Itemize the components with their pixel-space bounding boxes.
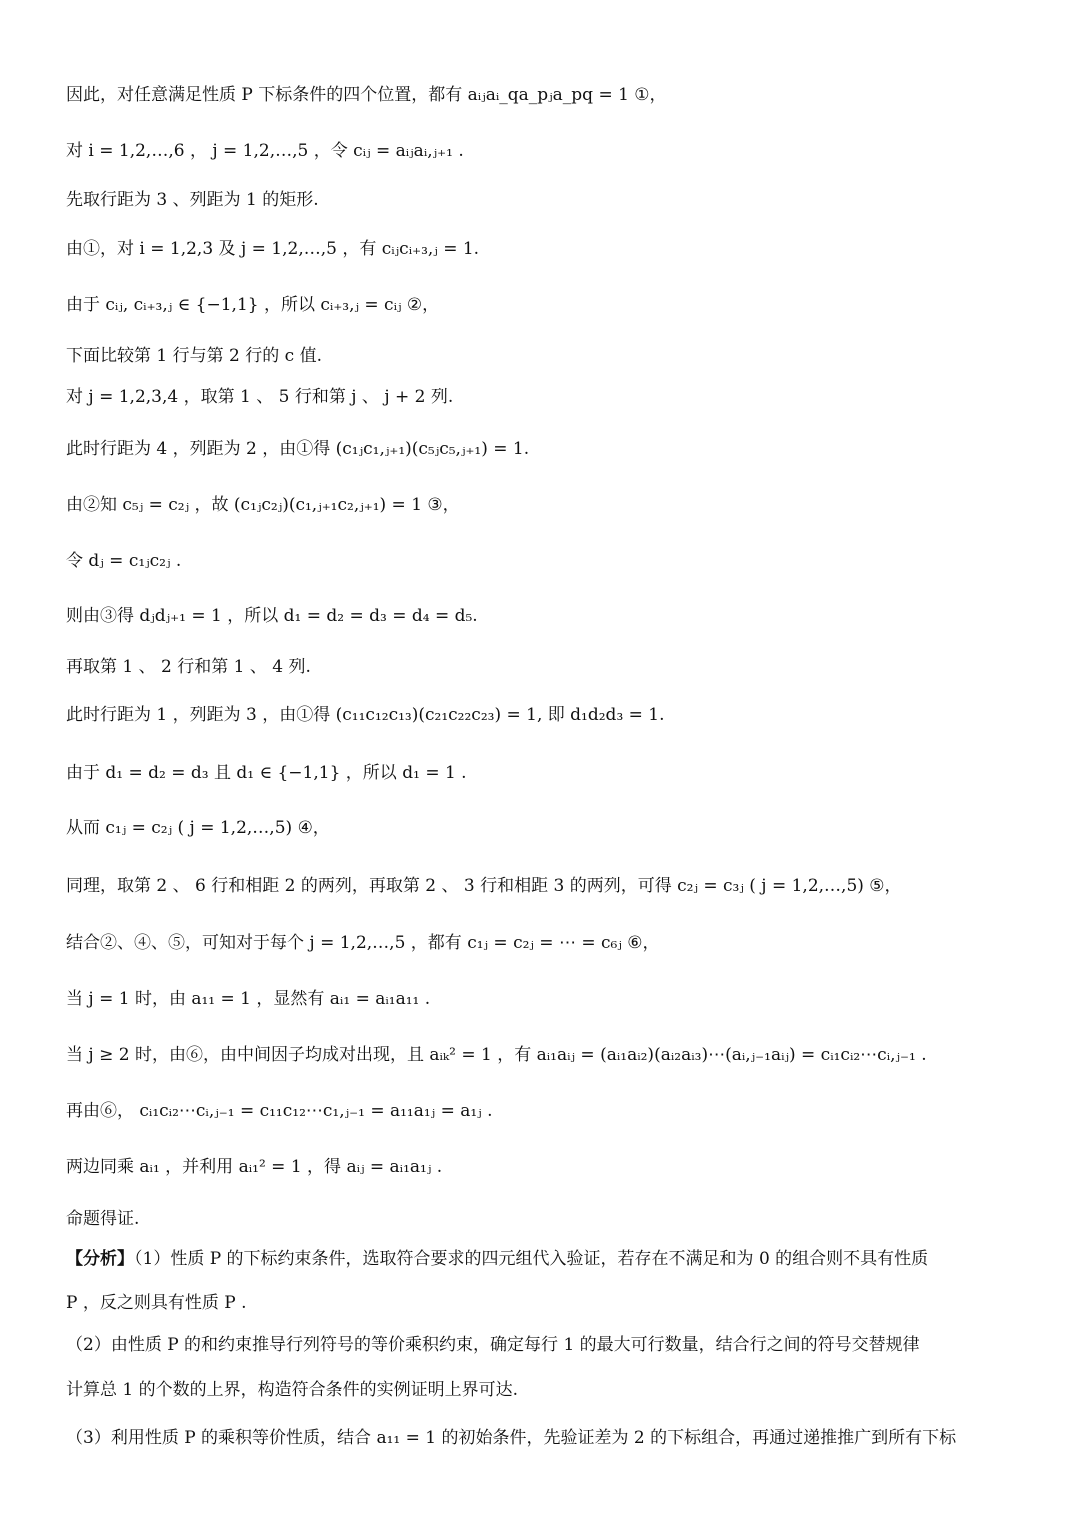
proof-line-14: 由于 d₁ = d₂ = d₃ 且 d₁ ∈ {−1,1} ，所以 d₁ = 1 . [66, 763, 467, 783]
proof-line-7: 对 j = 1,2,3,4 ，取第 1 、 5 行和第 j 、 j + 2 列. [66, 387, 454, 407]
proof-line-6: 下面比较第 1 行与第 2 行的 c 值. [66, 346, 322, 366]
proof-line-12: 再取第 1 、 2 行和第 1 、 4 列. [66, 657, 311, 677]
proof-line-11: 则由③得 dⱼdⱼ₊₁ = 1 ，所以 d₁ = d₂ = d₃ = d₄ = d₅. [66, 606, 478, 626]
proof-line-8: 此时行距为 4 ，列距为 2 ，由①得 (c₁ⱼc₁,ⱼ₊₁)(c₅ⱼc₅,ⱼ₊₁) = 1. [66, 439, 530, 459]
analysis-part-1: （1）性质 P 的下标约束条件，选取符合要求的四元组代入验证，若存在不满足和为 0 的组合则不具有性质 [134, 1249, 929, 1269]
proof-line-19: 当 j ≥ 2 时，由⑥，由中间因子均成对出现，且 aᵢₖ² = 1 ，有 aᵢ₁aᵢⱼ = (aᵢ₁aᵢ₂)(aᵢ₂aᵢ₃)⋯(aᵢ,ⱼ₋₁aᵢⱼ) = cᵢ₁cᵢ₂⋯cᵢ,ⱼ₋₁ . [66, 1045, 927, 1065]
analysis-line-1 [66, 1246, 1040, 1272]
proof-line-17: 结合②、④、⑤，可知对于每个 j = 1,2,…,5 ，都有 c₁ⱼ = c₂ⱼ = ⋯ = c₆ⱼ ⑥， [66, 933, 660, 953]
proof-line-15: 从而 c₁ⱼ = c₂ⱼ ( j = 1,2,…,5) ④， [66, 818, 330, 838]
proof-line-21: 两边同乘 aᵢ₁ ，并利用 aᵢ₁² = 1 ，得 aᵢⱼ = aᵢ₁a₁ⱼ . [66, 1157, 443, 1177]
proof-line-9: 由②知 c₅ⱼ = c₂ⱼ ，故 (c₁ⱼc₂ⱼ)(c₁,ⱼ₊₁c₂,ⱼ₊₁) = 1 ③， [66, 495, 460, 515]
analysis-line-2: P ，反之则具有性质 P . [66, 1293, 247, 1313]
proof-line-10: 令 dⱼ = c₁ⱼc₂ⱼ . [66, 551, 182, 571]
analysis-line-3: （2）由性质 P 的和约束推导行列符号的等价乘积约束，确定每行 1 的最大可行数量，结合行之间的符号交替规律 [66, 1335, 920, 1355]
analysis-line-4: 计算总 1 的个数的上界，构造符合条件的实例证明上界可达. [66, 1380, 519, 1400]
proof-line-4: 由①，对 i = 1,2,3 及 j = 1,2,…,5 ，有 cᵢⱼcᵢ₊₃,ⱼ = 1. [66, 239, 480, 259]
proof-line-5: 由于 cᵢⱼ, cᵢ₊₃,ⱼ ∈ {−1,1} ，所以 cᵢ₊₃,ⱼ = cᵢⱼ ②， [66, 295, 440, 315]
proof-line-18: 当 j = 1 时，由 a₁₁ = 1 ，显然有 aᵢ₁ = aᵢ₁a₁₁ . [66, 989, 431, 1009]
analysis-line-5: （3）利用性质 P 的乘积等价性质，结合 a₁₁ = 1 的初始条件，先验证差为 2 的下标组合，再通过递推推广到所有下标 [66, 1428, 957, 1448]
analysis-heading: 【分析】 [66, 1249, 134, 1269]
proof-line-3: 先取行距为 3 、列距为 1 的矩形. [66, 190, 319, 210]
proof-line-13: 此时行距为 1 ，列距为 3 ，由①得 (c₁₁c₁₂c₁₃)(c₂₁c₂₂c₂₃) = 1, 即 d₁d₂d₃ = 1. [66, 705, 665, 725]
proof-line-2: 对 i = 1,2,…,6 ， j = 1,2,…,5 ，令 cᵢⱼ = aᵢⱼaᵢ,ⱼ₊₁ . [66, 141, 464, 161]
proof-line-16: 同理，取第 2 、 6 行和相距 2 的两列，再取第 2 、 3 行和相距 3 的两列，可得 c₂ⱼ = c₃ⱼ ( j = 1,2,…,5) ⑤， [66, 876, 902, 896]
proof-line-22: 命题得证. [66, 1209, 140, 1229]
proof-line-20: 再由⑥， cᵢ₁cᵢ₂⋯cᵢ,ⱼ₋₁ = c₁₁c₁₂⋯c₁,ⱼ₋₁ = a₁₁a₁ⱼ = a₁ⱼ . [66, 1101, 493, 1121]
proof-line-1: 因此，对任意满足性质 P 下标条件的四个位置，都有 aᵢⱼaᵢ_qa_pⱼa_pq = 1 ①， [66, 85, 667, 105]
